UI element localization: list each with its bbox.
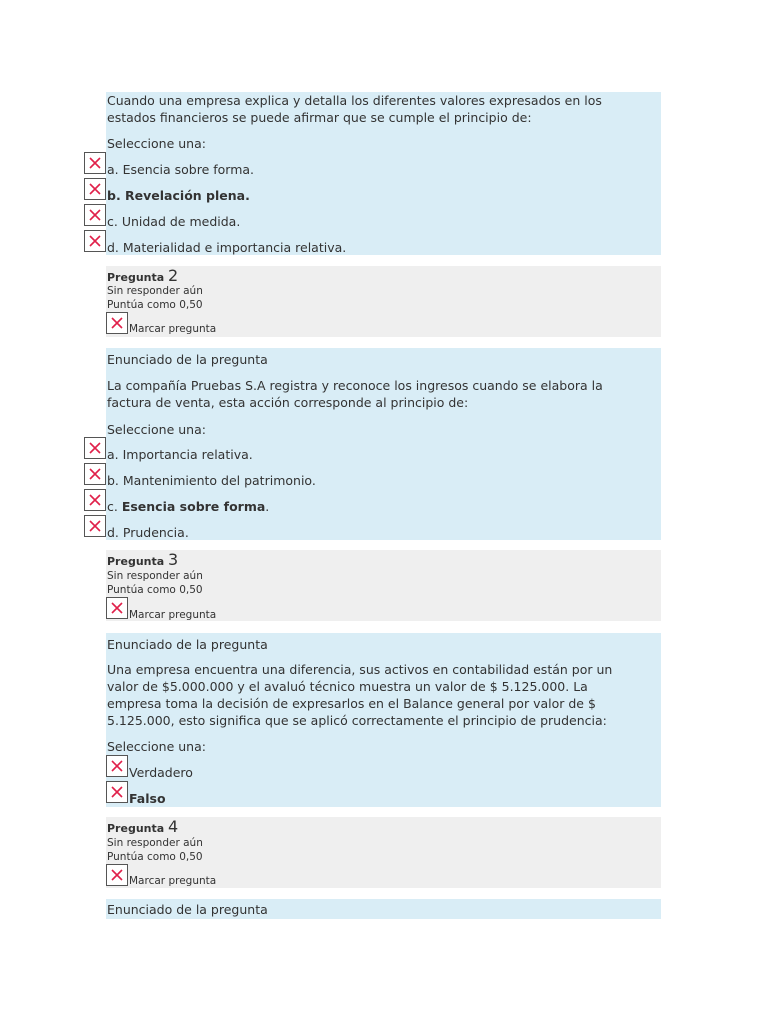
question-2-flag-label[interactable]: Marcar pregunta (129, 323, 217, 335)
question-3-select-label: Seleccione una: (107, 739, 206, 754)
broken-image-x-icon (109, 867, 125, 883)
question-2-flag-checkbox[interactable] (106, 312, 128, 334)
option-true-radio[interactable] (106, 755, 128, 777)
broken-image-x-icon (109, 758, 125, 774)
question-3-status: Sin responder aún (107, 570, 203, 582)
question-label: Pregunta (107, 555, 165, 568)
question-2-score: Puntúa como 0,50 (107, 299, 203, 311)
option-d-radio[interactable] (84, 515, 106, 537)
question-number: 2 (168, 266, 179, 285)
option-b-label[interactable]: b. Mantenimiento del patrimonio. (107, 473, 316, 488)
option-c-prefix: c. (107, 499, 122, 514)
broken-image-x-icon (87, 155, 103, 171)
question-4-heading: Enunciado de la pregunta (107, 902, 268, 917)
question-2-status: Sin responder aún (107, 285, 203, 297)
option-d-label[interactable]: d. Materialidad e importancia relativa. (107, 240, 347, 255)
option-b-radio[interactable] (84, 463, 106, 485)
question-label: Pregunta (107, 822, 165, 835)
question-4-title (107, 817, 178, 836)
question-3-flag-checkbox[interactable] (106, 597, 128, 619)
broken-image-x-icon (87, 233, 103, 249)
option-c-radio[interactable] (84, 204, 106, 226)
question-4-flag-checkbox[interactable] (106, 864, 128, 886)
question-label: Pregunta (107, 271, 165, 284)
question-3-text-line: empresa toma la decisión de expresarlos en el Balance general por valor de $ (107, 696, 596, 711)
option-c-label[interactable]: c. Unidad de medida. (107, 214, 241, 229)
option-a-label[interactable]: a. Esencia sobre forma. (107, 162, 255, 177)
question-3-score: Puntúa como 0,50 (107, 584, 203, 596)
option-c-tail: . (265, 499, 270, 514)
option-c-radio[interactable] (84, 489, 106, 511)
question-2-text-line: La compañía Pruebas S.A registra y reconoce los ingresos cuando se elabora la (107, 378, 603, 393)
broken-image-x-icon (109, 315, 125, 331)
question-4-flag-label[interactable]: Marcar pregunta (129, 875, 217, 887)
option-true-label[interactable]: Verdadero (129, 765, 193, 780)
broken-image-x-icon (87, 181, 103, 197)
option-b-radio[interactable] (84, 178, 106, 200)
option-d-radio[interactable] (84, 230, 106, 252)
option-a-radio[interactable] (84, 437, 106, 459)
broken-image-x-icon (87, 466, 103, 482)
broken-image-x-icon (87, 518, 103, 534)
broken-image-x-icon (109, 600, 125, 616)
question-3-text-line: valor de $5.000.000 y el avaluó técnico muestra un valor de $ 5.125.000. La (107, 679, 588, 694)
question-4-status: Sin responder aún (107, 837, 203, 849)
option-a-label[interactable]: a. Importancia relativa. (107, 447, 253, 462)
question-2-select-label: Seleccione una: (107, 422, 206, 437)
question-3-text-line: 5.125.000, esto significa que se aplicó correctamente el principio de prudencia: (107, 713, 607, 728)
option-false-radio[interactable] (106, 781, 128, 803)
question-1-text-line: Cuando una empresa explica y detalla los diferentes valores expresados en los (107, 93, 602, 108)
option-b-label[interactable]: b. Revelación plena. (107, 188, 250, 203)
question-3-title (107, 550, 178, 569)
question-3-text-line: Una empresa encuentra una diferencia, sus activos en contabilidad están por un (107, 662, 613, 677)
question-3-heading: Enunciado de la pregunta (107, 637, 268, 652)
broken-image-x-icon (87, 207, 103, 223)
option-false-label[interactable]: Falso (129, 791, 166, 806)
broken-image-x-icon (109, 784, 125, 800)
question-2-title (107, 266, 178, 285)
option-a-radio[interactable] (84, 152, 106, 174)
question-1-select-label: Seleccione una: (107, 136, 206, 151)
question-number: 3 (168, 550, 179, 569)
question-4-score: Puntúa como 0,50 (107, 851, 203, 863)
broken-image-x-icon (87, 492, 103, 508)
option-d-label[interactable]: d. Prudencia. (107, 525, 189, 540)
question-2-text-line: factura de venta, esta acción corresponde al principio de: (107, 395, 469, 410)
question-3-flag-label[interactable]: Marcar pregunta (129, 609, 217, 621)
question-number: 4 (168, 817, 179, 836)
question-2-heading: Enunciado de la pregunta (107, 352, 268, 367)
broken-image-x-icon (87, 440, 103, 456)
question-1-text-line: estados financieros se puede afirmar que se cumple el principio de: (107, 110, 532, 125)
option-c-bold: Esencia sobre forma (121, 499, 266, 514)
option-c-label[interactable] (107, 498, 269, 515)
